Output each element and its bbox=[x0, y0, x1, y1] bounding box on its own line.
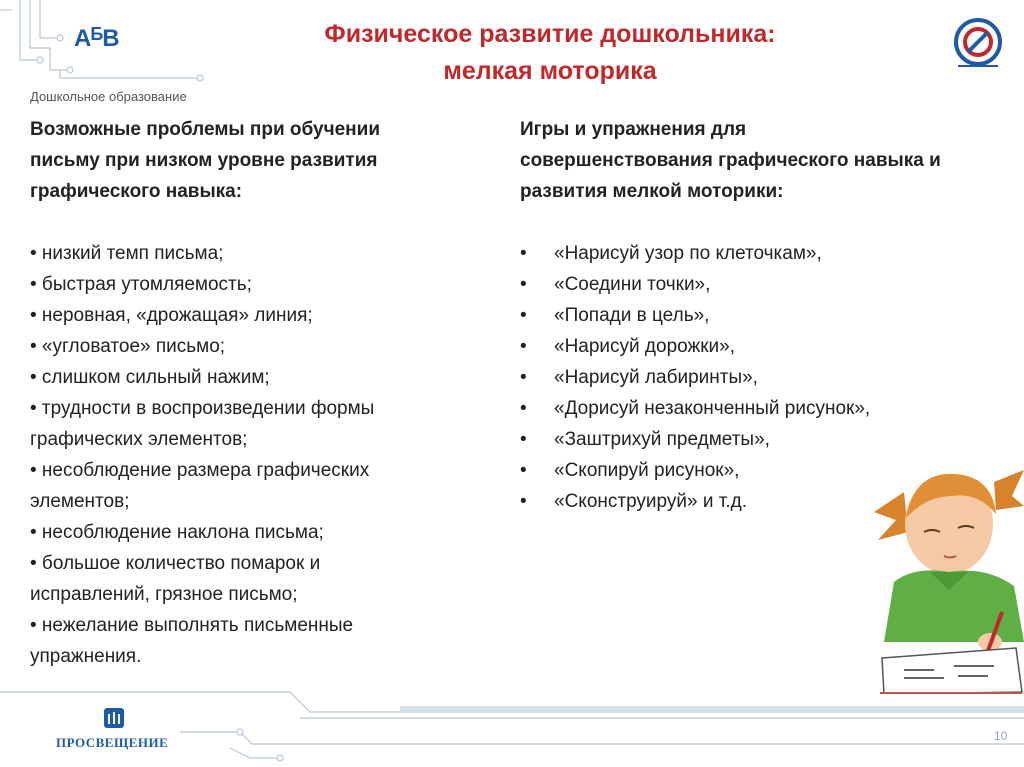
footer-brand: ПРОСВЕЩЕНИЕ bbox=[56, 735, 169, 750]
title-line-1: Физическое развитие дошкольника: bbox=[324, 20, 776, 48]
exercises-column bbox=[520, 114, 1020, 517]
list-item: • трудности в воспроизведении формы bbox=[30, 398, 375, 419]
emblem-icon bbox=[950, 14, 1006, 70]
exercises-heading bbox=[520, 114, 1020, 207]
list-item-text: «Нарисуй узор по клеточкам», bbox=[554, 243, 822, 264]
footer-decoration bbox=[0, 688, 1024, 767]
list-item bbox=[520, 238, 1020, 269]
list-item: исправлений, грязное письмо; bbox=[30, 584, 298, 605]
list-item: • слишком сильный нажим; bbox=[30, 367, 270, 388]
list-item bbox=[520, 362, 1020, 393]
problems-heading-line-2: письму при низком уровне развития bbox=[30, 150, 378, 171]
bullet: • bbox=[520, 429, 527, 450]
list-item-text: «Сконструируй» и т.д. bbox=[554, 491, 747, 512]
list-item: графических элементов; bbox=[30, 429, 248, 450]
list-item-text: «Заштрихуй предметы», bbox=[554, 429, 770, 450]
list-item: • быстрая утомляемость; bbox=[30, 274, 252, 295]
list-item: • низкий темп письма; bbox=[30, 243, 224, 264]
bullet: • bbox=[520, 243, 527, 264]
list-item: • большое количество помарок и bbox=[30, 553, 321, 574]
bullet: • bbox=[520, 367, 527, 388]
list-item-text: «Соедини точки», bbox=[554, 274, 711, 295]
bullet: • bbox=[520, 398, 527, 419]
list-item bbox=[520, 300, 1020, 331]
bullet: • bbox=[520, 460, 527, 481]
list-item bbox=[520, 393, 1020, 424]
list-item-text: «Скопируй рисунок», bbox=[554, 460, 740, 481]
list-item-text: «Дорисуй незаконченный рисунок», bbox=[554, 398, 871, 419]
logo-letter-b: Б bbox=[90, 24, 103, 44]
brand-subtitle: Дошкольное образование bbox=[30, 89, 187, 104]
bullet: • bbox=[520, 274, 527, 295]
list-item: • несоблюдение наклона письма; bbox=[30, 522, 324, 543]
list-item-text: «Попади в цель», bbox=[554, 305, 710, 326]
girl-writing-illustration bbox=[874, 462, 1024, 694]
bullet: • bbox=[520, 491, 527, 512]
page-title bbox=[250, 16, 850, 90]
problems-column bbox=[30, 114, 480, 672]
problems-heading-line-1: Возможные проблемы при обучении bbox=[30, 119, 381, 140]
page-number: 10 bbox=[994, 729, 1008, 743]
bullet: • bbox=[520, 305, 527, 326]
problems-heading bbox=[30, 114, 480, 207]
list-item: • неровная, «дрожащая» линия; bbox=[30, 305, 313, 326]
list-item: упражнения. bbox=[30, 646, 142, 667]
prosveshchenie-logo-icon bbox=[102, 706, 126, 730]
list-item-text: «Нарисуй лабиринты», bbox=[554, 367, 758, 388]
abv-logo bbox=[74, 24, 119, 53]
exercises-heading-line-2: совершенствования графического навыка и bbox=[520, 150, 941, 171]
logo-letter-v: В bbox=[102, 25, 119, 52]
list-item: • несоблюдение размера графических bbox=[30, 460, 370, 481]
list-item: • нежелание выполнять письменные bbox=[30, 615, 354, 636]
exercises-heading-line-1: Игры и упражнения для bbox=[520, 119, 747, 140]
list-item-text: «Нарисуй дорожки», bbox=[554, 336, 735, 357]
problems-heading-line-3: графического навыка: bbox=[30, 181, 243, 202]
exercises-heading-line-3: развития мелкой моторики: bbox=[520, 181, 784, 202]
logo-letter-a: А bbox=[74, 25, 91, 52]
title-line-2: мелкая моторика bbox=[443, 57, 657, 85]
list-item: • «угловатое» письмо; bbox=[30, 336, 226, 357]
list-item: элементов; bbox=[30, 491, 130, 512]
bullet: • bbox=[520, 336, 527, 357]
problems-list bbox=[30, 238, 480, 672]
list-item bbox=[520, 424, 1020, 455]
list-item bbox=[520, 331, 1020, 362]
list-item bbox=[520, 269, 1020, 300]
